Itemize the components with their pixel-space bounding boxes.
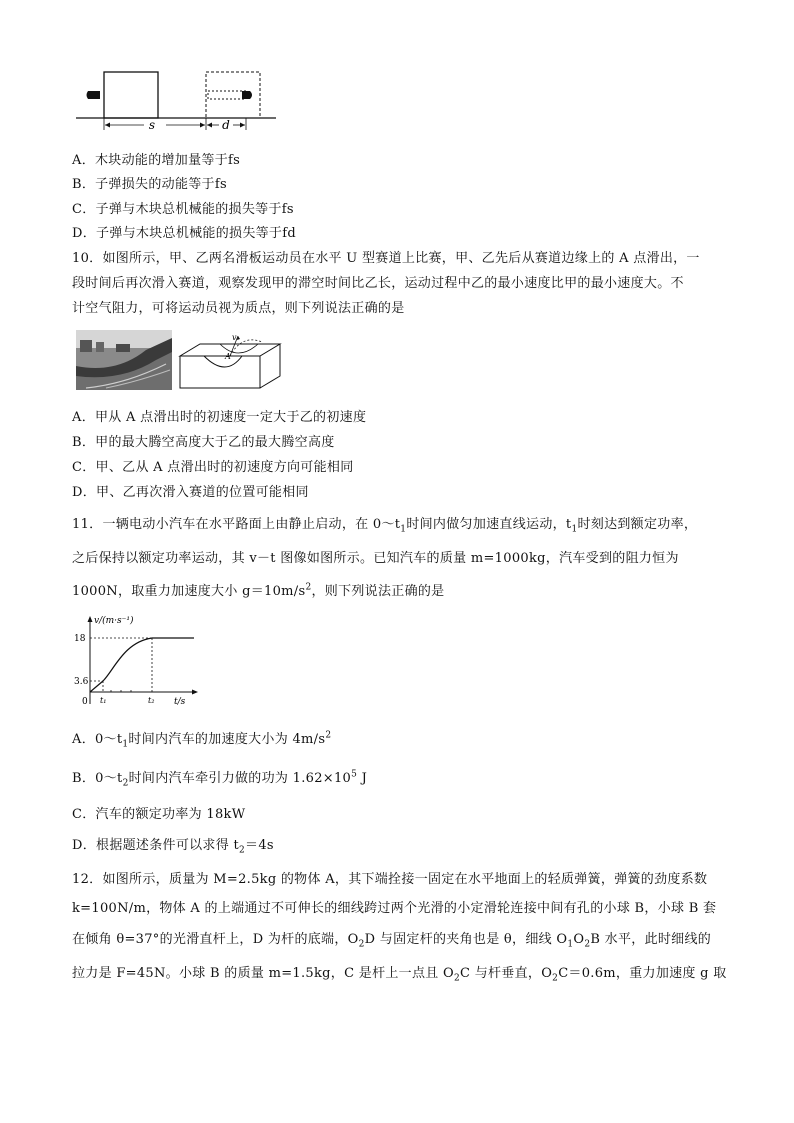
u-track-diagram xyxy=(176,332,284,392)
block-initial xyxy=(104,72,158,118)
q11-option-d: D．根据题述条件可以求得 $t_2=4s$ xyxy=(72,838,274,856)
embedded-bullet-icon xyxy=(242,91,252,99)
q10-option-c: C．甲、乙从 A 点滑出时的初速度方向可能相同 xyxy=(72,460,354,475)
chart-ytick-3.6: 3.6 xyxy=(74,677,89,687)
q10-stem-line-2: 段时间后再次滑入赛道，观察发现甲的滞空时间比乙长，运动过程中乙的最小速度比甲的最小速度大。不 xyxy=(72,276,684,291)
q11-option-b: B．$0\sim t_2$时间内汽车牵引力做的功为 $1.62\times 10^5$ J xyxy=(72,769,368,789)
bullet-block-figure xyxy=(76,64,276,136)
chart-ylabel: v/(m·s⁻¹) xyxy=(94,616,134,626)
chart-xtick-t2: t₂ xyxy=(148,696,155,705)
q11-option-a: A．$0\sim t_1$时间内汽车的加速度大小为 $4m/s^2$ xyxy=(72,730,332,750)
q10-option-a: A．甲从 A 点滑出时的初速度一定大于乙的初速度 xyxy=(72,410,367,425)
q9-option-a: A．木块动能的增加量等于fs xyxy=(72,153,241,168)
q9-option-b: B．子弹损失的动能等于fs xyxy=(72,177,227,192)
vt-chart xyxy=(74,612,204,710)
bullet-icon xyxy=(87,91,101,99)
q10-option-d: D．甲、乙再次滑入赛道的位置可能相同 xyxy=(72,485,309,500)
label-d: d xyxy=(222,118,230,132)
q12-line-3: 在倾角 θ=37°的光滑直杆上，D 为杆的底端，$O_2D$ 与固定杆的夹角也是 θ，细线 $O_1O_2B$ 水平，此时细线的 xyxy=(72,932,712,950)
label-v: v xyxy=(232,333,237,342)
chart-xtick-t1: t₁ xyxy=(100,696,107,705)
q11-stem-line-1: 11．一辆电动小汽车在水平路面上由静止启动，在 $0\sim t_1$时间内做匀加速直线运动，$t_1$时刻达到额定功率， xyxy=(72,517,698,535)
q12-line-1: 12．如图所示，质量为 M=2.5kg 的物体 A，其下端拴接一固定在水平地面上的轻质弹簧，弹簧的劲度系数 xyxy=(72,872,708,887)
q11-stem-line-2: 之后保持以额定功率运动，其 v－t 图像如图所示。已知汽车的质量 m=1000kg，汽车受到的阻力恒为 xyxy=(72,551,679,566)
q10-stem-line-3: 计空气阻力，可将运动员视为质点，则下列说法正确的是 xyxy=(72,301,405,316)
chart-ytick-18: 18 xyxy=(74,634,86,644)
q12-line-2: k=100N/m，物体 A 的上端通过不可伸长的细线跨过两个光滑的小定滑轮连接中间有孔的小球 B，小球 B 套 xyxy=(72,901,717,916)
skate-park-photo xyxy=(76,330,172,390)
q11-stem-line-3: 1000N，取重力加速度大小 $g=10m/s^2$，则下列说法正确的是 xyxy=(72,582,445,599)
q9-option-d: D．子弹与木块总机械能的损失等于fd xyxy=(72,226,296,241)
q9-option-c: C．子弹与木块总机械能的损失等于fs xyxy=(72,202,294,217)
label-s: s xyxy=(148,118,156,132)
chart-origin: 0 xyxy=(82,697,88,707)
chart-xlabel: t/s xyxy=(174,697,186,707)
q10-stem-line-1: 10．如图所示，甲、乙两名滑板运动员在水平 U 型赛道上比赛，甲、乙先后从赛道边缘上的 A 点滑出，一 xyxy=(72,251,700,266)
q12-line-4: 拉力是 F=45N。小球 B 的质量 m=1.5kg，C 是杆上一点且 $O_2C$ 与杆垂直，$O_2C=0.6m$，重力加速度 g 取 xyxy=(72,966,727,984)
q10-option-b: B．甲的最大腾空高度大于乙的最大腾空高度 xyxy=(72,435,335,450)
q11-option-c: C．汽车的额定功率为 18kW xyxy=(72,807,246,822)
label-A: A xyxy=(225,352,231,361)
chart-series-line xyxy=(90,638,152,692)
